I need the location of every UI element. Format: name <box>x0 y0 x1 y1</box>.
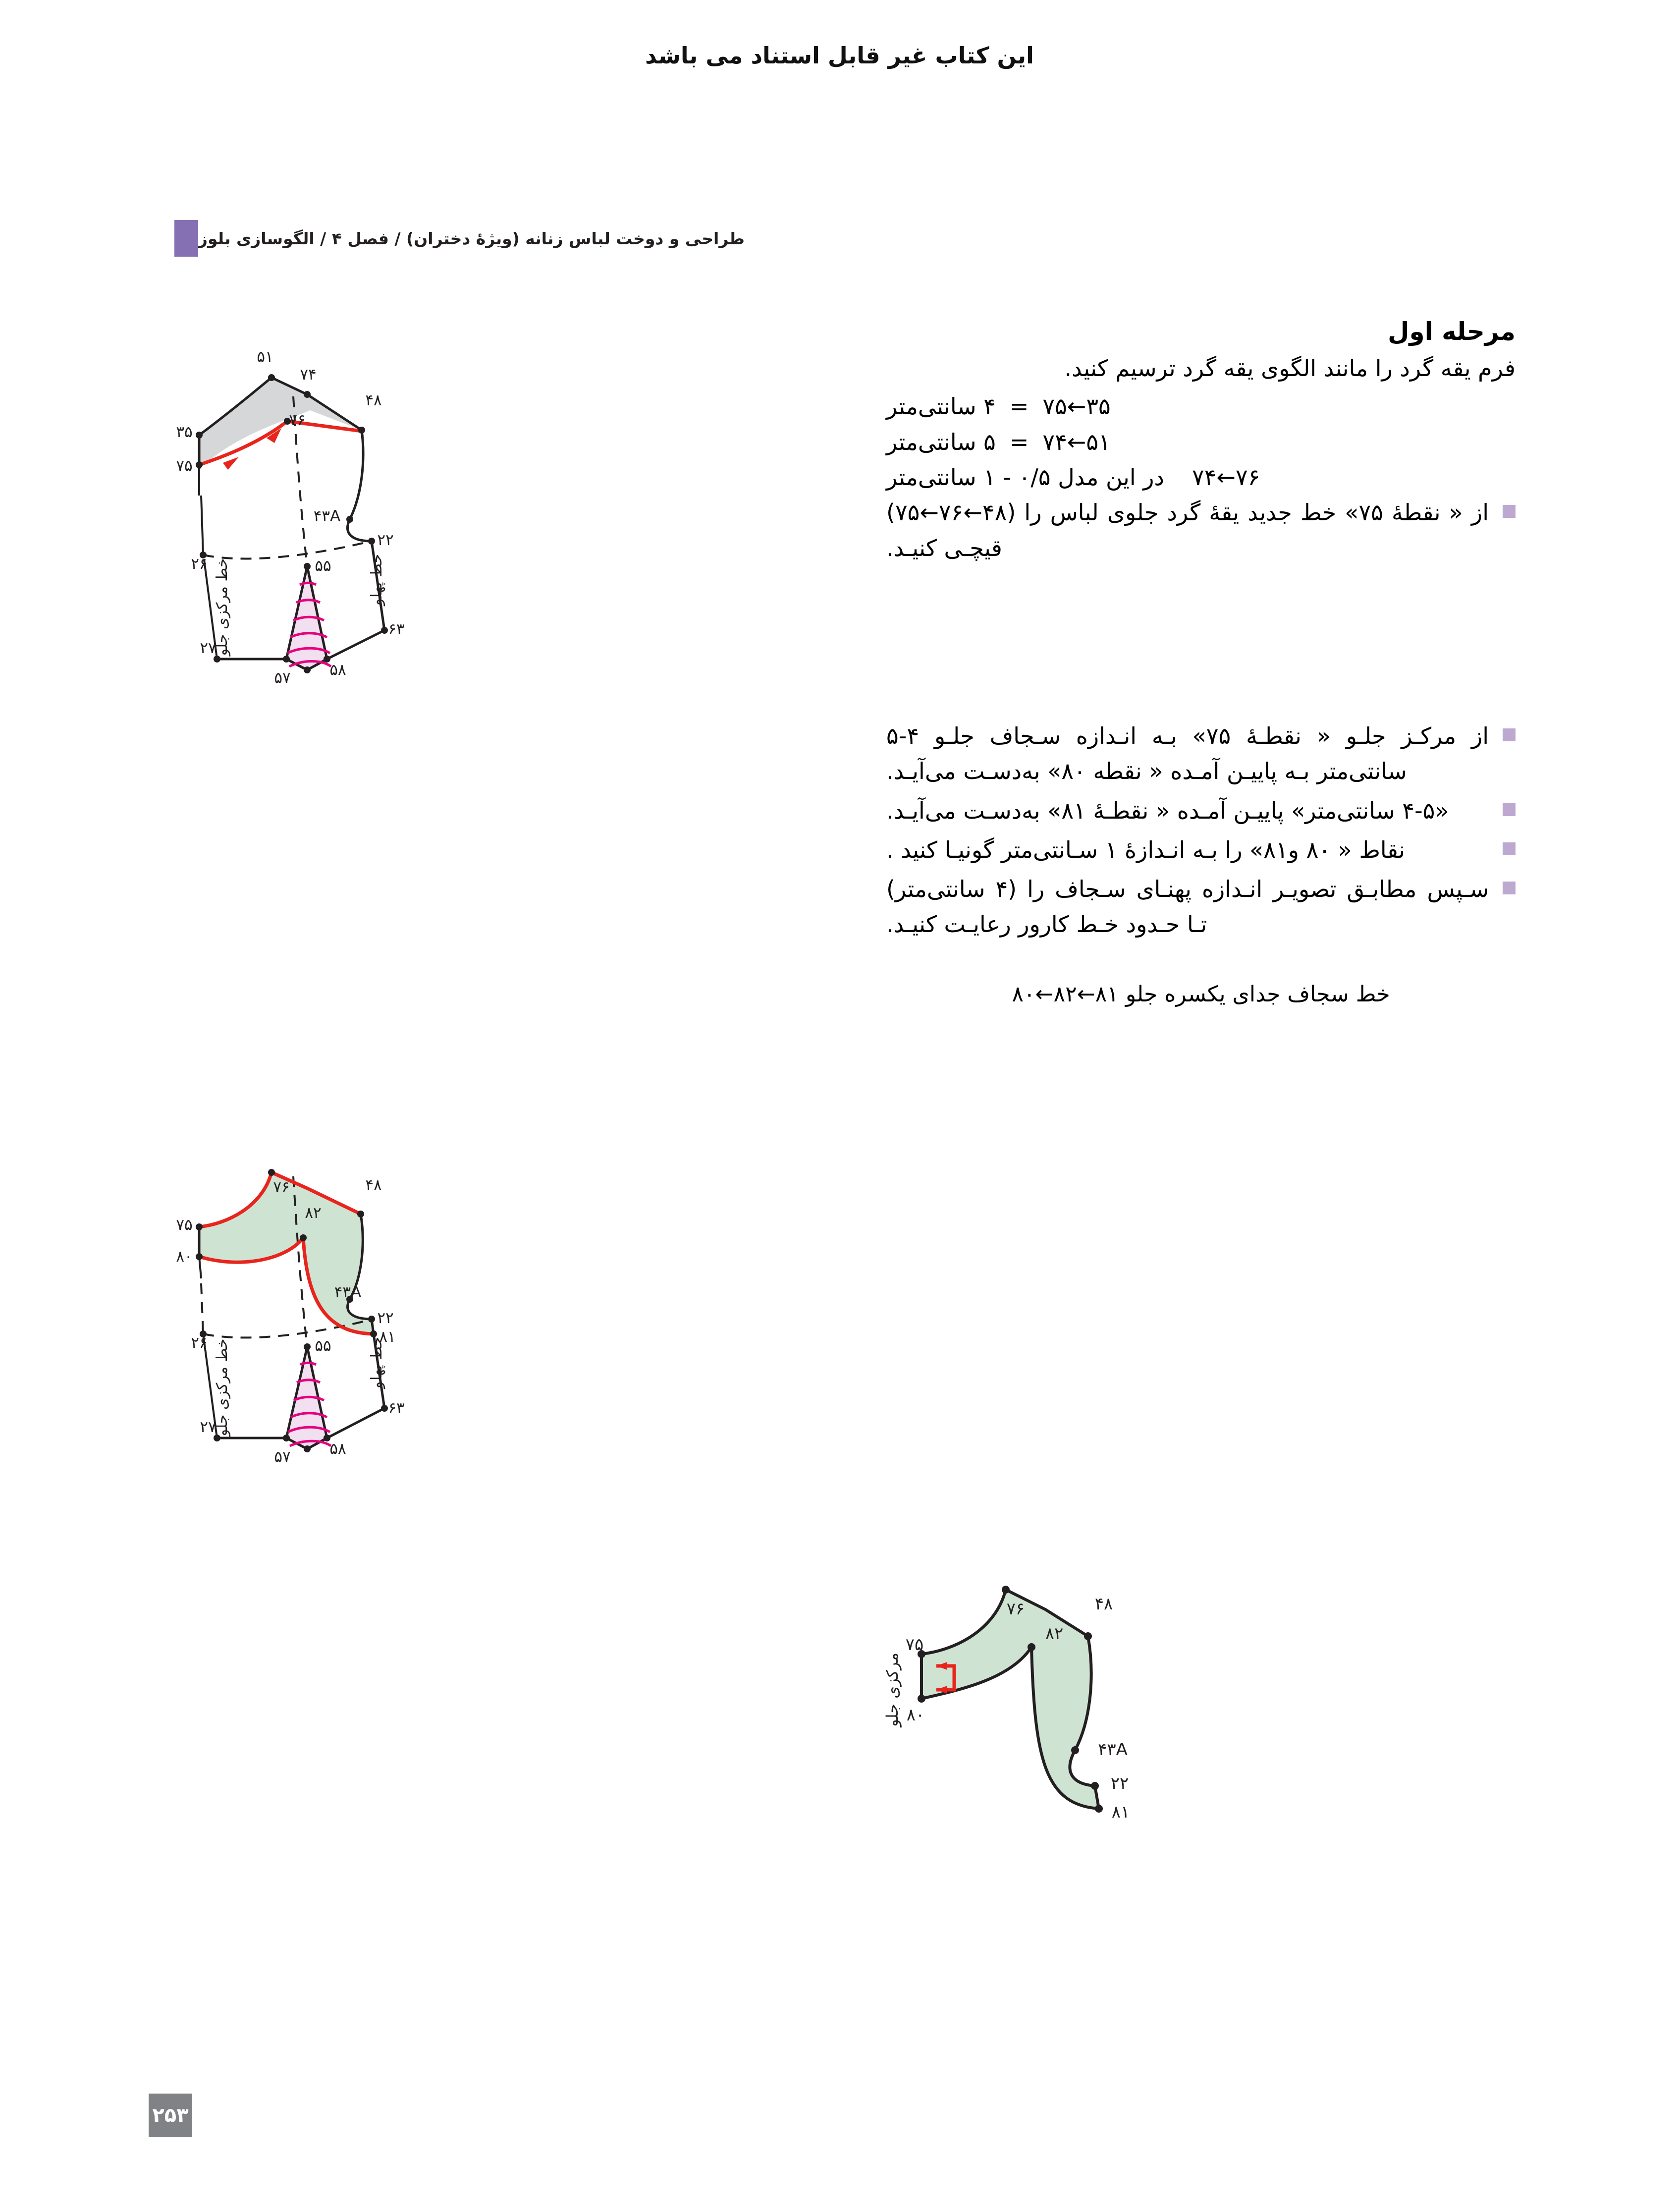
label-58: ۵۸ <box>329 661 346 679</box>
cf-line-mid <box>201 496 203 555</box>
facing-piece-outline <box>921 1590 1099 1809</box>
bullet-point-80: از مرکـز جلـو « نقطـهٔ ۷۵» بـه انـدازه سـجاف جلـو ۴-۵ سانتی‌متر بـه پاییـن آمـده « نقطه ۸۰» به‌دسـت می‌آیـد. <box>886 719 1516 789</box>
direction-arrow-icon <box>223 457 239 470</box>
label3-76: ۷۶ <box>1006 1599 1025 1619</box>
label2-26: ۲۶ <box>191 1334 208 1352</box>
cf-dashed-2 <box>201 1283 203 1334</box>
breadcrumb-label: طراحی و دوخت لباس زنانه (ویژهٔ دختران) / فصل ۴ / الگوسازی بلوز <box>198 228 745 248</box>
label-75: ۷۵ <box>176 457 193 475</box>
breadcrumb <box>163 218 802 259</box>
label-27: ۲۷ <box>200 639 217 657</box>
label3-80: ۸۰ <box>906 1705 925 1725</box>
figure-stage-2 <box>163 1155 421 1477</box>
label3-81: ۸۱ <box>1111 1802 1130 1822</box>
bullet-square-points: نقاط « ۸۰ و۸۱» را بـه انـدازهٔ ۱ سـانتی‌متر گونیـا کنید . <box>886 832 1516 868</box>
label2-55: ۵۵ <box>315 1337 331 1355</box>
label2-81: ۸۱ <box>379 1328 396 1346</box>
axis-label-center-front-2: خط مرکزی جلو <box>214 1338 231 1437</box>
formula-1-points: ۳۵←۷۵ <box>1042 393 1111 420</box>
label-55: ۵۵ <box>315 557 331 575</box>
label2-48: ۴۸ <box>365 1176 382 1194</box>
label3-48: ۴۸ <box>1094 1594 1113 1614</box>
label2-43a: ۴۳A <box>334 1283 362 1301</box>
axis-label-center-front: خط مرکزی جلو <box>214 558 231 656</box>
label2-76: ۷۶ <box>273 1178 290 1196</box>
bullet-facing-width: سـپس مطابـق تصویـر انـدازه پهنـای سـجاف را (۴ سانتی‌متر) تـا حـدود خـط کارور رعایـت کنیـد. <box>886 872 1516 942</box>
armhole-curve <box>348 430 372 541</box>
facing-line-caption: خط سجاف جدای یکسره جلو ۸۱←۸۲←۸۰ <box>1012 981 1390 1007</box>
label-57: ۵۷ <box>274 669 291 687</box>
label2-82: ۸۲ <box>305 1204 322 1222</box>
label2-22: ۲۲ <box>377 1309 394 1327</box>
breadcrumb-accent-bar <box>174 220 198 257</box>
label3-75: ۷۵ <box>905 1635 924 1655</box>
label-63: ۶۳ <box>388 620 405 638</box>
formula-row-2 <box>886 425 1516 460</box>
figure-stage-1 <box>163 347 421 694</box>
bullet-cut-neckline: از « نقطهٔ ۷۵» خط جدید یقهٔ گرد جلوی لباس را (۴۸←۷۶←۷۵) قیچـی کنیـد. <box>886 495 1516 566</box>
page-number: ۲۵۳ <box>149 2094 192 2137</box>
bust-line-dashed <box>203 541 372 558</box>
hem-right <box>327 630 384 659</box>
label2-63: ۶۳ <box>388 1399 405 1417</box>
label-43a: ۴۳A <box>313 507 341 525</box>
axis-label-side-seam: خط پهلو <box>368 553 385 606</box>
label-22: ۲۲ <box>377 531 394 549</box>
label-26: ۲۶ <box>191 555 208 573</box>
label-76: ۷۶ <box>289 411 306 429</box>
formula-row-3 <box>886 460 1516 495</box>
step-lead: فرم یقه گرد را مانند الگوی یقه گرد ترسیم کنید. <box>1064 355 1516 382</box>
label2-58: ۵۸ <box>329 1440 346 1458</box>
bullet-point-81: «۴-۵ سانتی‌متر» پاییـن آمـده « نقطـهٔ ۸۱» به‌دسـت می‌آیـد. <box>886 793 1516 829</box>
formula-2-value: ۵ سانتی‌متر <box>886 428 996 455</box>
formula-row-1 <box>886 389 1516 424</box>
label3-43a: ۴۳A <box>1098 1740 1128 1760</box>
label-48: ۴۸ <box>365 391 382 409</box>
formula-3-value: در این مدل ۰/۵ - ۱ سانتی‌متر <box>886 464 1164 491</box>
label-51: ۵۱ <box>257 348 273 366</box>
step-title: مرحله اول <box>1388 317 1516 346</box>
hem-right-2 <box>327 1408 384 1438</box>
instruction-column <box>886 317 1516 1011</box>
label3-82: ۸۲ <box>1045 1624 1064 1644</box>
label-74: ۷۴ <box>300 366 317 384</box>
label2-75: ۷۵ <box>176 1216 193 1234</box>
axis-label-side-seam-2: خط پهلو <box>368 1336 385 1389</box>
figure-stage-3 <box>862 1526 1169 1923</box>
page-header-notice: این کتاب غیر قابل استناد می باشد <box>645 42 1034 69</box>
label-35: ۳۵ <box>176 423 193 441</box>
column-spacer <box>886 570 1516 719</box>
caption-spacer <box>886 946 1516 978</box>
label2-80: ۸۰ <box>176 1248 193 1266</box>
formula-2-eq: = <box>1009 428 1029 455</box>
label2-57: ۵۷ <box>274 1448 291 1466</box>
label2-27: ۲۷ <box>200 1418 217 1436</box>
formula-2-points: ۵۱←۷۴ <box>1042 428 1111 455</box>
formula-3-points: ۷۶←۷۴ <box>1192 464 1260 491</box>
formula-1-eq: = <box>1009 393 1029 420</box>
axis-label-center-front-3: مرکزی جلو <box>883 1653 902 1727</box>
label3-22: ۲۲ <box>1110 1773 1129 1793</box>
formula-1-value: ۴ سانتی‌متر <box>886 393 996 420</box>
